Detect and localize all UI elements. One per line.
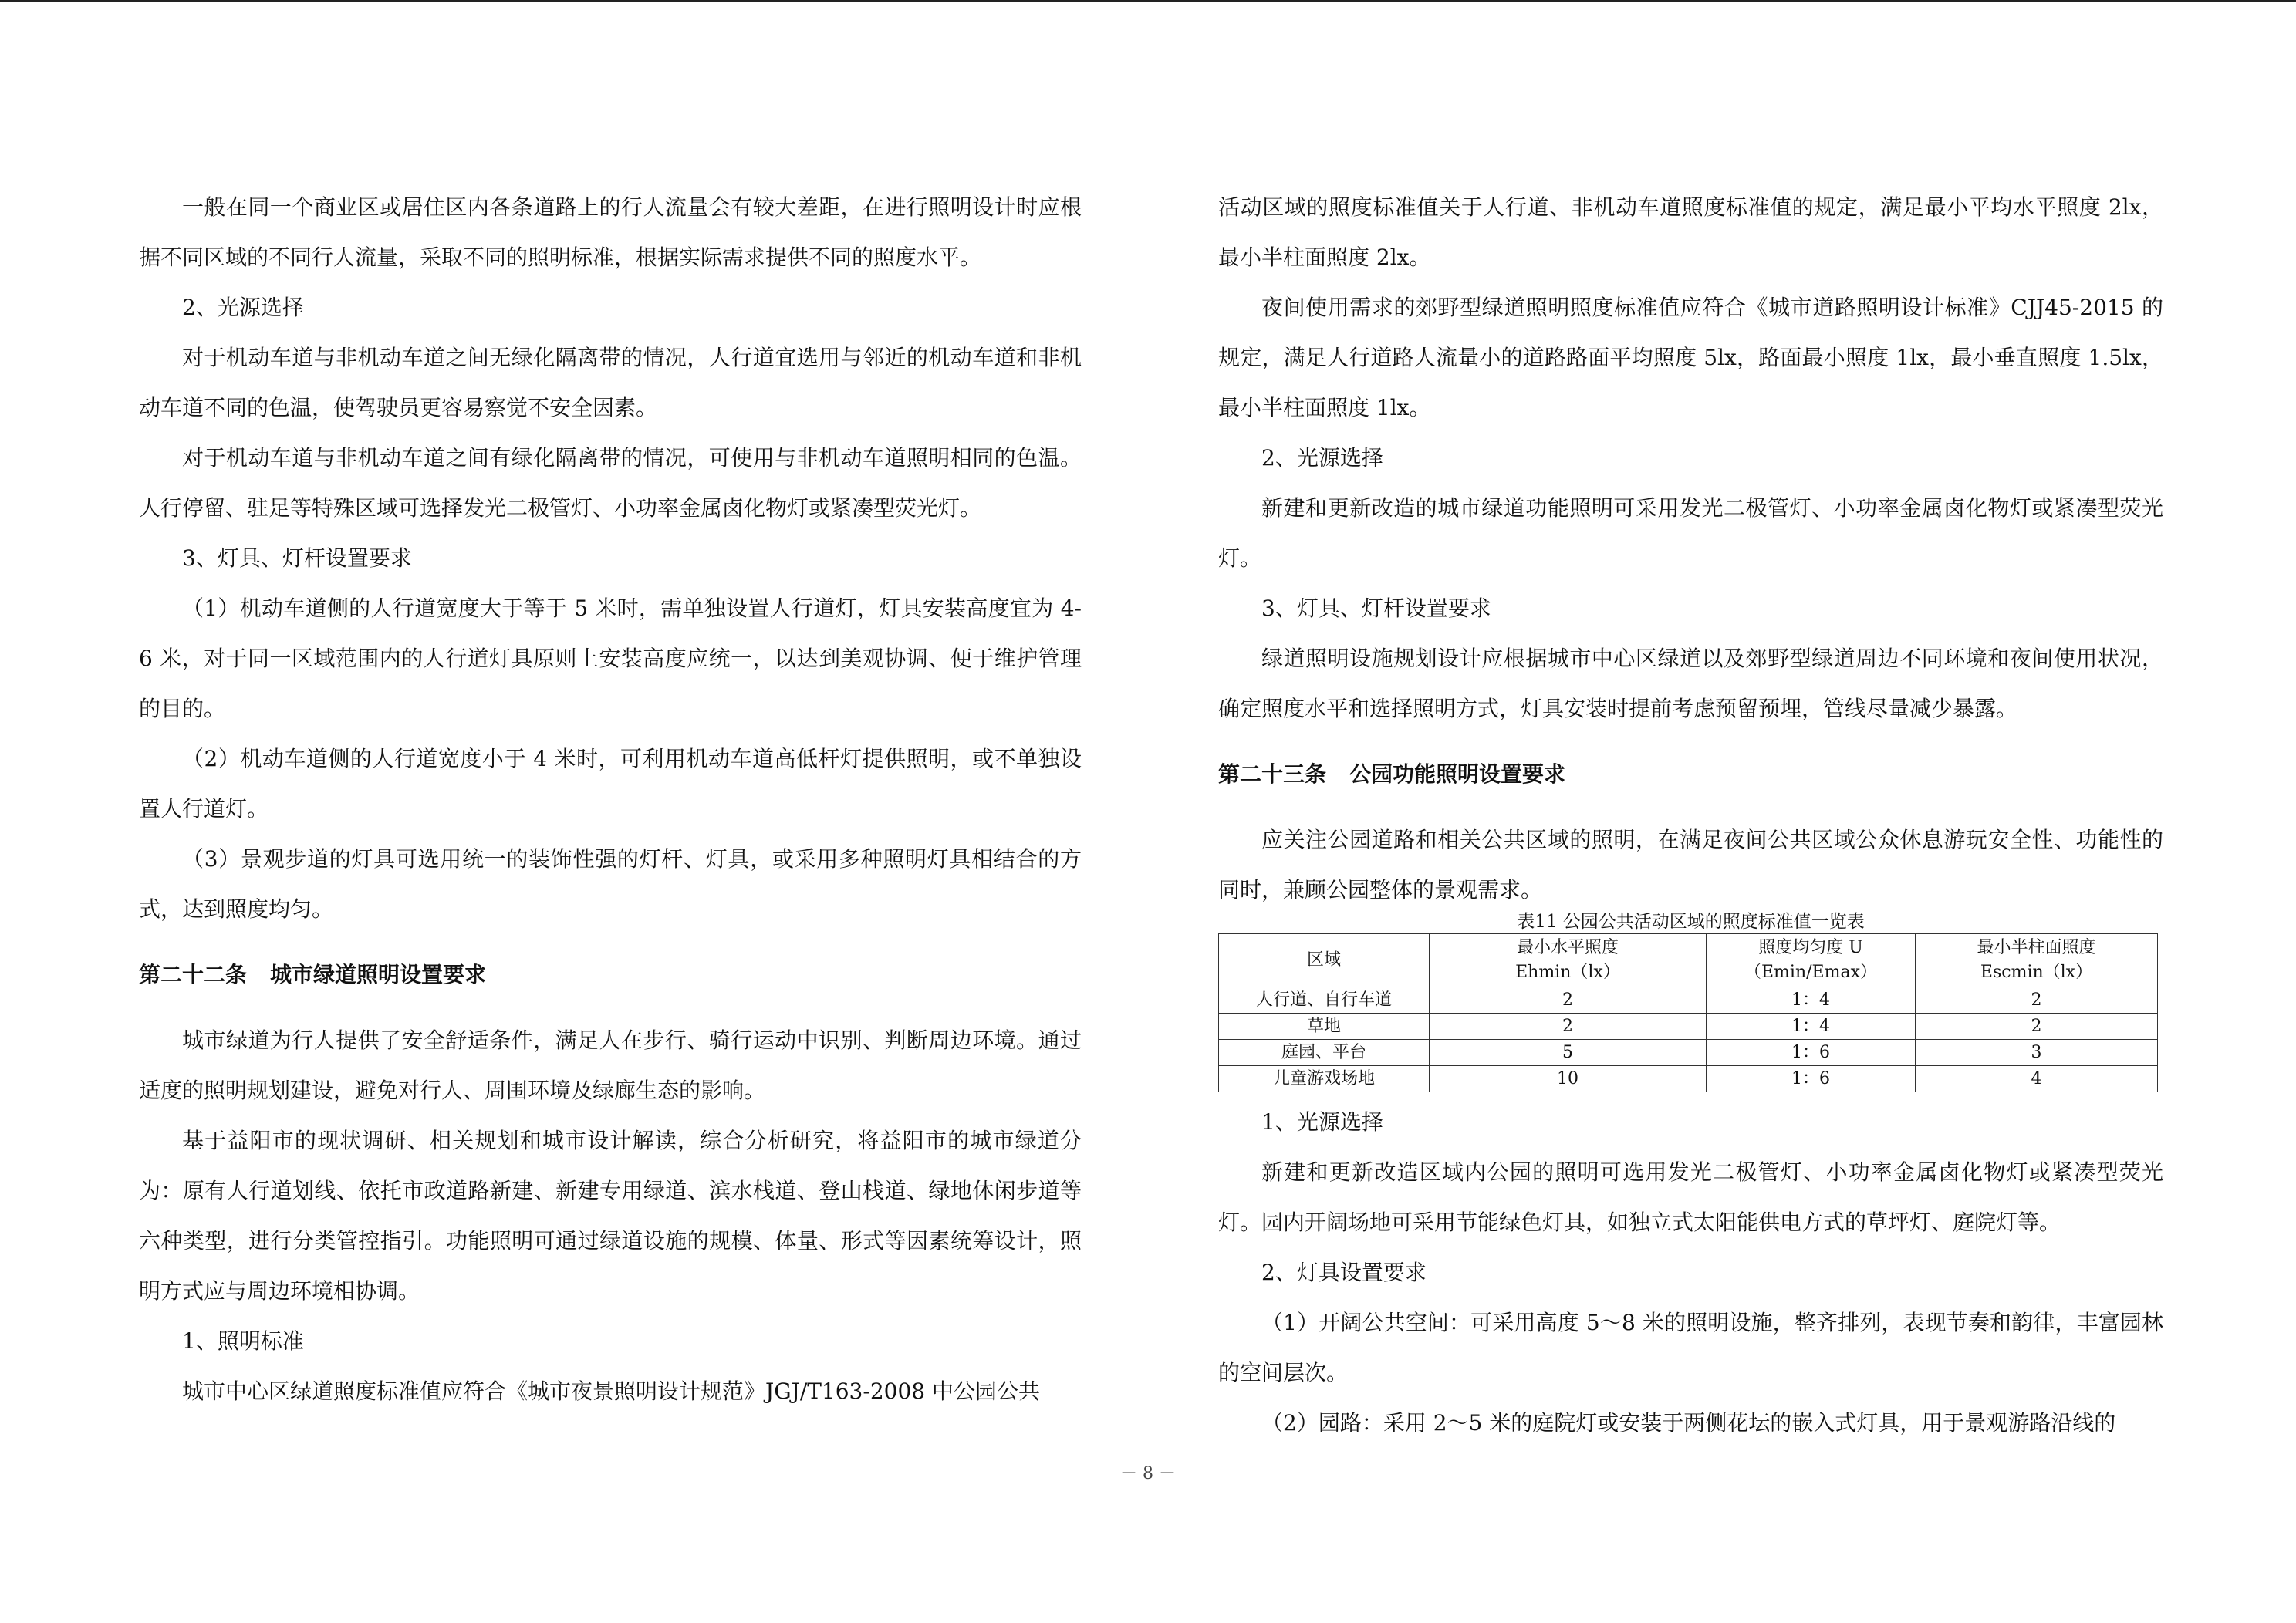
table-cell: 2 xyxy=(1916,987,2158,1014)
paragraph: 绿道照明设施规划设计应根据城市中心区绿道以及郊野型绿道周边不同环境和夜间使用状况，确定照度水平和选择照明方式，灯具安装时提前考虑预留预埋，管线尽量减少暴露。 xyxy=(1218,646,2163,721)
subheading-light-source: 2、光源选择 xyxy=(1261,445,1383,471)
section-heading-article-22 xyxy=(139,950,1082,1000)
paragraph: （1）开阔公共空间：可采用高度 5～8 米的照明设施，整齐排列，表现节奏和韵律，丰富园林的空间层次。 xyxy=(1218,1310,2163,1385)
table-cell: 1：4 xyxy=(1707,1014,1916,1040)
table-cell: 10 xyxy=(1430,1066,1707,1092)
article-title: 公园功能照明设置要求 xyxy=(1349,761,1566,787)
paragraph: （2）机动车道侧的人行道宽度小于 4 米时，可利用机动车道高低杆灯提供照明，或不单独设置人行道灯。 xyxy=(139,746,1082,822)
subheading-lighting-standard: 1、照明标准 xyxy=(182,1328,304,1354)
table-row xyxy=(1219,1014,2158,1040)
table-cell: 2 xyxy=(1430,1014,1707,1040)
paragraph: 对于机动车道与非机动车道之间无绿化隔离带的情况，人行道宜选用与邻近的机动车道和非机动车道不同的色温，使驾驶员更容易察觉不安全因素。 xyxy=(139,345,1082,420)
table-cell: 4 xyxy=(1916,1066,2158,1092)
table-cell: 庭园、平台 xyxy=(1219,1040,1430,1066)
table-header-cell xyxy=(1430,934,1707,987)
right-column xyxy=(1218,182,2163,1448)
section-heading-article-23 xyxy=(1218,749,2163,799)
table-cell: 1：6 xyxy=(1707,1040,1916,1066)
table-cell: 人行道、自行车道 xyxy=(1219,987,1430,1014)
paragraph: 新建和更新改造的城市绿道功能照明可采用发光二极管灯、小功率金属卤化物灯或紧凑型荧光灯。 xyxy=(1218,495,2163,571)
table-cell: 2 xyxy=(1916,1014,2158,1040)
header-line: 最小半柱面照度 xyxy=(1977,938,2096,957)
subheading-fixture-requirements: 3、灯具、灯杆设置要求 xyxy=(1261,596,1491,621)
table-row xyxy=(1219,1040,2158,1066)
paragraph: 城市中心区绿道照度标准值应符合《城市夜景照明设计规范》JGJ/T163-2008 中公园公共 xyxy=(182,1378,1040,1404)
table-header-cell xyxy=(1707,934,1916,987)
header-line: 照度均匀度 U xyxy=(1758,938,1863,957)
table-row xyxy=(1219,1066,2158,1092)
table-cell: 2 xyxy=(1430,987,1707,1014)
paragraph: （1）机动车道侧的人行道宽度大于等于 5 米时，需单独设置人行道灯，灯具安装高度宜为 4-6 米，对于同一区域范围内的人行道灯具原则上安装高度应统一，以达到美观协调、便于维护管理的目的。 xyxy=(139,596,1082,721)
table-header-row xyxy=(1219,934,2158,987)
page-number: － 8 － xyxy=(1120,1464,1176,1483)
header-line: 区域 xyxy=(1306,950,1341,970)
subheading-light-source: 2、光源选择 xyxy=(182,295,304,320)
paragraph: 一般在同一个商业区或居住区内各条道路上的行人流量会有较大差距，在进行照明设计时应根据不同区域的不同行人流量，采取不同的照明标准，根据实际需求提供不同的照度水平。 xyxy=(139,194,1082,270)
table-cell: 1：6 xyxy=(1707,1066,1916,1092)
paragraph-continuation: 活动区域的照度标准值关于人行道、非机动车道照度标准值的规定，满足最小平均水平照度 2lx，最小半柱面照度 2lx。 xyxy=(1218,194,2163,270)
paragraph: 城市绿道为行人提供了安全舒适条件，满足人在步行、骑行运动中识别、判断周边环境。通过适度的照明规划建设，避免对行人、周围环境及绿廊生态的影响。 xyxy=(139,1027,1082,1103)
paragraph: 应关注公园道路和相关公共区域的照明，在满足夜间公共区域公众休息游玩安全性、功能性的同时，兼顾公园整体的景观需求。 xyxy=(1218,827,2163,903)
header-line: 最小水平照度 xyxy=(1516,938,1619,957)
header-line: Escmin（lx） xyxy=(1980,963,2093,982)
article-number: 第二十二条 xyxy=(139,962,248,987)
article-number: 第二十三条 xyxy=(1218,761,1327,787)
paragraph: （3）景观步道的灯具可选用统一的装饰性强的灯杆、灯具，或采用多种照明灯具相结合的方式，达到照度均匀。 xyxy=(139,846,1082,922)
illuminance-table xyxy=(1218,933,2158,1092)
paragraph: 对于机动车道与非机动车道之间有绿化隔离带的情况，可使用与非机动车道照明相同的色温。人行停留、驻足等特殊区域可选择发光二极管灯、小功率金属卤化物灯或紧凑型荧光灯。 xyxy=(139,445,1082,521)
table-cell: 儿童游戏场地 xyxy=(1219,1066,1430,1092)
table-row xyxy=(1219,987,2158,1014)
table-caption: 表11 公园公共活动区域的照度标准值一览表 xyxy=(1517,912,1865,932)
top-border-line xyxy=(0,0,2296,2)
subheading-light-source: 1、光源选择 xyxy=(1261,1109,1383,1135)
table-header-cell xyxy=(1219,934,1430,987)
table-cell: 5 xyxy=(1430,1040,1707,1066)
table-cell: 3 xyxy=(1916,1040,2158,1066)
table-cell: 草地 xyxy=(1219,1014,1430,1040)
table-header-cell xyxy=(1916,934,2158,987)
header-line: Ehmin（lx） xyxy=(1515,963,1620,982)
subheading-fixture-requirements: 3、灯具、灯杆设置要求 xyxy=(182,545,412,571)
paragraph: 基于益阳市的现状调研、相关规划和城市设计解读，综合分析研究，将益阳市的城市绿道分为：原有人行道划线、依托市政道路新建、新建专用绿道、滨水栈道、登山栈道、绿地休闲步道等六种类型，进行分类管控指引。功能照明可通过绿道设施的规模、体量、形式等因素统筹设计，照明方式应与周边环境相协调。 xyxy=(139,1128,1082,1304)
paragraph: 新建和更新改造区域内公园的照明可选用发光二极管灯、小功率金属卤化物灯或紧凑型荧光灯。园内开阔场地可采用节能绿色灯具，如独立式太阳能供电方式的草坪灯、庭院灯等。 xyxy=(1218,1159,2163,1235)
table-cell: 1：4 xyxy=(1707,987,1916,1014)
article-title: 城市绿道照明设置要求 xyxy=(270,962,487,987)
paragraph: 夜间使用需求的郊野型绿道照明照度标准值应符合《城市道路照明设计标准》CJJ45-2015 的规定，满足人行道路人流量小的道路路面平均照度 5lx，路面最小照度 1lx，最小垂直照度 1.5lx，最小半柱面照度 1lx。 xyxy=(1218,295,2163,420)
subheading-fixture-requirements: 2、灯具设置要求 xyxy=(1261,1260,1427,1285)
header-line: （Emin/Emax） xyxy=(1744,963,1877,982)
left-column xyxy=(139,182,1082,1416)
paragraph: （2）园路：采用 2～5 米的庭院灯或安装于两侧花坛的嵌入式灯具，用于景观游路沿线的 xyxy=(1261,1410,2116,1436)
